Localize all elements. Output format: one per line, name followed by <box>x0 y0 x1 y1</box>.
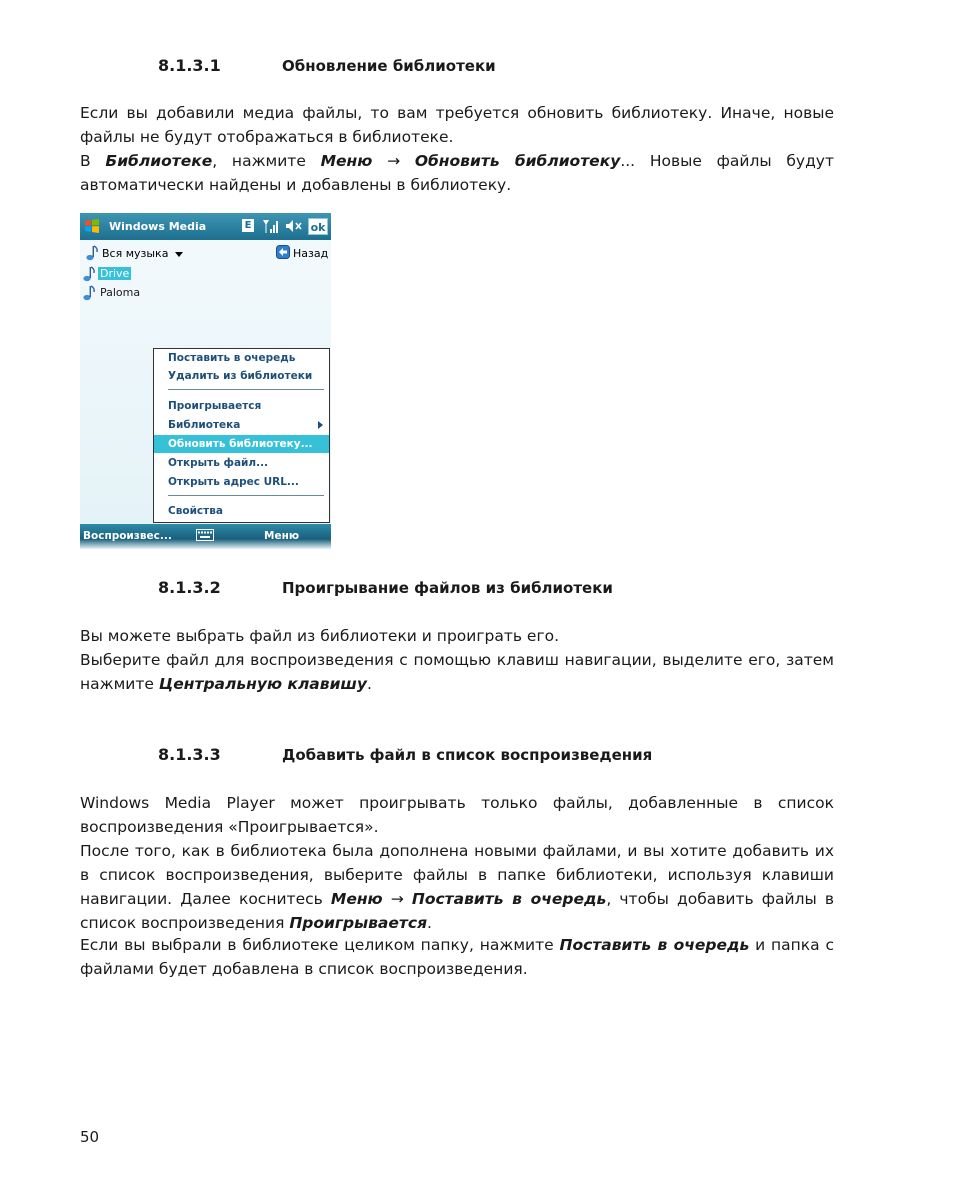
section-title: Проигрывание файлов из библиотеки <box>282 579 613 597</box>
page-number: 50 <box>80 1128 100 1146</box>
list-item[interactable] <box>80 265 230 283</box>
section-title: Добавить файл в список воспроизведения <box>282 746 653 764</box>
context-menu <box>153 348 330 523</box>
section-number: 8.1.3.3 <box>158 745 221 764</box>
paragraph: Windows Media Player может проигрывать только файлы, добавленные в список воспроизведения «Проигрывается». <box>80 794 834 836</box>
keyboard-icon[interactable] <box>196 529 214 541</box>
section-heading-2 <box>158 578 613 597</box>
menu-item-properties[interactable]: Свойства <box>168 505 223 517</box>
section-title: Обновление библиотеки <box>282 57 496 75</box>
file-name: Drive <box>100 267 130 280</box>
paragraph: Вы можете выбрать файл из библиотеки и проиграть его. <box>80 627 560 645</box>
ok-button[interactable]: ok <box>308 218 328 235</box>
menu-item-library[interactable]: Библиотека <box>154 416 329 434</box>
library-toolbar <box>80 242 331 264</box>
music-note-icon <box>82 285 96 301</box>
paragraph: После того, как в библиотека была дополнена новыми файлами, и вы хотите добавить их в список воспроизведения, выберите файлы в папке библиотеки, используя клавиши навигации. Далее коснитесь Меню → Поставить в очередь, чтобы добавить файлы в список воспроизведения Проигрывается. <box>80 842 834 932</box>
softkey-menu[interactable]: Меню <box>264 530 300 542</box>
file-name: Paloma <box>100 286 141 299</box>
menu-item-open-file[interactable]: Открыть файл... <box>168 457 269 469</box>
paragraph: Если вы выбрали в библиотеке целиком папку, нажмите Поставить в очередь и папка с файлами будет добавлена в список воспроизведения. <box>80 936 834 978</box>
menu-item-open-url[interactable]: Открыть адрес URL... <box>168 476 299 488</box>
chevron-down-icon[interactable] <box>175 252 183 257</box>
music-note-icon <box>85 245 99 261</box>
menu-divider <box>168 495 324 496</box>
section-heading-1 <box>158 56 496 75</box>
back-button[interactable]: Назад <box>293 247 329 260</box>
app-title: Windows Media <box>109 220 207 233</box>
menu-divider <box>168 389 324 390</box>
title-bar <box>80 213 331 240</box>
chevron-right-icon <box>318 421 323 429</box>
paragraph: Если вы добавили медиа файлы, то вам требуется обновить библиотеку. Иначе, новые файлы не будут отображаться в библиотеке. <box>80 104 834 146</box>
menu-item-now-playing[interactable]: Проигрывается <box>168 400 262 412</box>
paragraph: Выберите файл для воспроизведения с помощью клавиш навигации, выделите его, затем нажмите Центральную клавишу. <box>80 651 834 693</box>
windows-start-icon[interactable] <box>84 218 100 234</box>
softkey-bar <box>80 524 331 549</box>
signal-icon <box>262 218 278 234</box>
paragraph: В Библиотеке, нажмите Меню → Обновить библиотеку... Новые файлы будут автоматически найдены и добавлены в библиотеку. <box>80 152 834 194</box>
device-screenshot <box>80 213 331 549</box>
softkey-left[interactable]: Воспроизвес... <box>83 530 172 542</box>
speaker-icon[interactable] <box>285 218 303 234</box>
list-item[interactable] <box>80 284 230 302</box>
edge-network-icon: E <box>242 219 254 232</box>
back-arrow-icon[interactable] <box>276 245 290 259</box>
menu-item-delete[interactable]: Удалить из библиотеки <box>168 370 313 382</box>
section-heading-3 <box>158 745 652 764</box>
section-number: 8.1.3.2 <box>158 578 221 597</box>
menu-item-update-library[interactable]: Обновить библиотеку... <box>154 435 329 453</box>
section-number: 8.1.3.1 <box>158 56 221 75</box>
music-note-icon <box>82 266 96 282</box>
menu-item-queue[interactable]: Поставить в очередь <box>168 352 296 364</box>
library-dropdown[interactable]: Вся музыка <box>102 247 169 260</box>
